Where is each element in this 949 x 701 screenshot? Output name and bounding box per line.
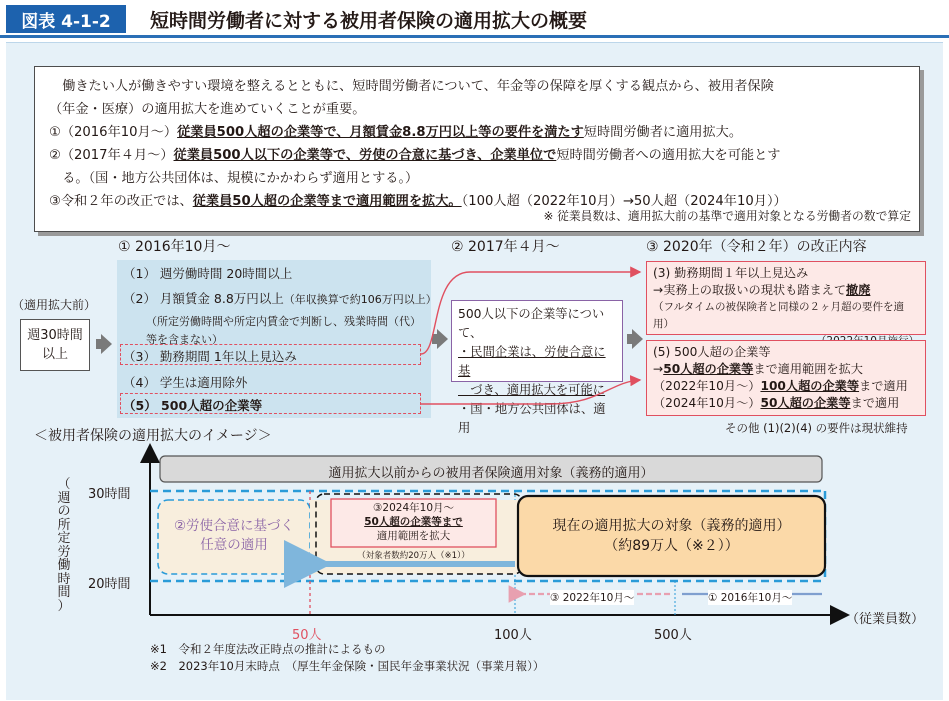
y-axis-char: 所 bbox=[57, 517, 71, 533]
other-requirements-note: その他 (1)(2)(4) の要件は現状維持 bbox=[725, 421, 908, 435]
y-axis-label bbox=[54, 478, 74, 613]
y-30h-label: 30時間 bbox=[88, 487, 131, 502]
item-continuation: る。（国・地方公共団体は、規模にかかわらず適用とする。） bbox=[62, 171, 419, 186]
y-axis-char: 週 bbox=[57, 490, 71, 506]
col3-box2-text: まで適用 bbox=[859, 379, 908, 393]
col1-row-2-sub: （所定労働時間や所定内賃金で判断し、残業時間（代） bbox=[146, 315, 421, 328]
col3-box1-emphasis: 撤廃 bbox=[846, 283, 871, 297]
item-prefix: ②（2017年４月～） bbox=[49, 148, 174, 163]
figure-title: 短時間労働者に対する被用者保険の適用拡大の概要 bbox=[150, 10, 588, 32]
col1-row-2-sub: 等を含まない） bbox=[146, 333, 223, 346]
col3-box2-text: （2024年10月～） bbox=[653, 396, 761, 410]
col2-line: づき、適用拡大を可能に bbox=[458, 383, 606, 397]
col1-row-3: （3） 勤務期間 1年以上見込み bbox=[123, 349, 297, 364]
col3-heading: ③ 2020年（令和２年）の改正内容 bbox=[646, 239, 867, 255]
col1-heading: ① 2016年10月～ bbox=[118, 239, 231, 255]
item-emphasis: 従業員50人超の企業等まで適用範囲を拡大。 bbox=[192, 194, 462, 209]
item-prefix: ①（2016年10月～） bbox=[49, 125, 178, 140]
col3-box2-emphasis: 50人超の企業等 bbox=[760, 396, 851, 410]
before-label: （適用拡大前） bbox=[12, 298, 97, 312]
col3-box2-text: （2022年10月～） bbox=[653, 379, 761, 393]
expansion-2024-note: （対象者数約20万人（※1）） bbox=[357, 551, 470, 561]
x-500-label: 500人 bbox=[654, 628, 692, 643]
voluntary-line: 任意の適用 bbox=[200, 537, 268, 553]
footnote: ※2 2023年10月末時点 （厚生年金保険・国民年金事業状況（事業月報）） bbox=[150, 659, 545, 673]
col3-box2-line: (5) 500人超の企業等 bbox=[653, 345, 771, 359]
footnote: ※1 令和２年度法改正時点の推計によるもの bbox=[150, 642, 386, 656]
col1-row-4: （4） 学生は適用除外 bbox=[123, 375, 248, 390]
before-line: 以上 bbox=[41, 347, 68, 362]
col2-line: 500人以下の企業等について、 bbox=[458, 307, 605, 340]
top-bar-label: 適用拡大以前からの被用者保険適用対象（義務的適用） bbox=[328, 466, 654, 481]
col1-row-1: （1） 週労働時間 20時間以上 bbox=[123, 266, 293, 281]
y-axis-char: 労 bbox=[57, 544, 71, 560]
col3-box2-text: まで適用範囲を拡大 bbox=[753, 362, 863, 376]
summary-note: ※ 従業員数は、適用拡大前の基準で適用対象となる労働者の数で算定 bbox=[543, 209, 911, 223]
col3-box2-text: → bbox=[653, 362, 664, 376]
col1-row-2-note: （年収換算で約106万円以上） bbox=[283, 293, 437, 306]
y-axis-char: の bbox=[57, 504, 71, 519]
expansion-line: 50人超の企業等まで bbox=[364, 516, 463, 528]
figure-number: 図表 4-1-2 bbox=[6, 5, 126, 33]
col1-row-5: （5） 500人超の企業等 bbox=[123, 398, 263, 413]
before-line: 週30時間 bbox=[27, 328, 83, 343]
item-suffix: 短時間労働者に適用拡大。 bbox=[583, 125, 743, 140]
col3-box1-line: (3) 勤務期間１年以上見込み bbox=[653, 266, 809, 280]
item-suffix: 短時間労働者への適用拡大を可能とす bbox=[556, 148, 781, 163]
arrow-2022-label: ③ 2022年10月～ bbox=[550, 592, 635, 604]
summary-line: （年金・医療）の適用拡大を進めていくことが重要。 bbox=[49, 102, 366, 117]
item-emphasis: 従業員500人超の企業等で、月額賃金8.8万円以上等の要件を満たす bbox=[177, 125, 584, 140]
y-20h-label: 20時間 bbox=[88, 577, 131, 592]
current-line: 現在の適用拡大の対象（義務的適用） bbox=[552, 518, 791, 534]
voluntary-label bbox=[158, 517, 310, 555]
expansion-line: ③2024年10月～ bbox=[373, 502, 454, 514]
item-emphasis: 従業員500人以下の企業等で、労使の合意に基づき、企業単位で bbox=[173, 148, 557, 163]
expansion-line: 適用範囲を拡大 bbox=[376, 530, 451, 542]
footnotes bbox=[150, 641, 544, 675]
summary-text: 働きたい人が働きやすい環境を整えるとともに、短時間労働者について、年金等の保障を厚くする観点から、被用者保険 bbox=[62, 79, 774, 94]
y-axis-char: 働 bbox=[57, 558, 71, 573]
col3-box2-emphasis: 100人超の企業等 bbox=[760, 379, 860, 393]
y-axis-char: （ bbox=[57, 477, 71, 492]
item-prefix: ③令和２年の改正では、 bbox=[49, 194, 193, 209]
item-suffix: （100人超（2022年10月）→50人超（2024年10月）） bbox=[461, 194, 787, 209]
image-section-title: ＜被用者保険の適用拡大のイメージ＞ bbox=[34, 428, 272, 444]
y-axis-char: 間 bbox=[57, 585, 71, 600]
voluntary-line: ②労使合意に基づく bbox=[173, 518, 295, 534]
col1-row-2-text: （2） 月額賃金 8.8万円以上 bbox=[123, 291, 284, 306]
x-100-label: 100人 bbox=[494, 628, 532, 643]
x-50-label: 50人 bbox=[292, 628, 322, 643]
current-line: （約89万人（※２）） bbox=[604, 538, 739, 554]
col2-heading: ② 2017年４月～ bbox=[451, 239, 560, 255]
arrow-2016-label: ① 2016年10月～ bbox=[708, 592, 793, 604]
y-axis-char: 定 bbox=[57, 531, 71, 546]
col2-line: ・国・地方公共団体は、適用 bbox=[458, 402, 606, 435]
col2-line: ・民間企業は、労使合意に基 bbox=[458, 345, 606, 378]
expansion-2024-label bbox=[331, 501, 496, 543]
x-axis-label: （従業員数） bbox=[846, 612, 925, 627]
col3-box2-emphasis: 50人超の企業等 bbox=[663, 362, 754, 376]
y-axis-char: 時 bbox=[57, 571, 71, 587]
current-coverage-label bbox=[518, 516, 825, 556]
col3-box1-line: （フルタイムの被保険者と同様の２ヶ月超の要件を適用） bbox=[653, 301, 904, 330]
col3-box2-text: まで適用 bbox=[850, 396, 900, 410]
y-axis-char: ） bbox=[57, 598, 71, 614]
col3-box1-text: →実務上の取扱いの現状も踏まえて bbox=[653, 283, 847, 297]
